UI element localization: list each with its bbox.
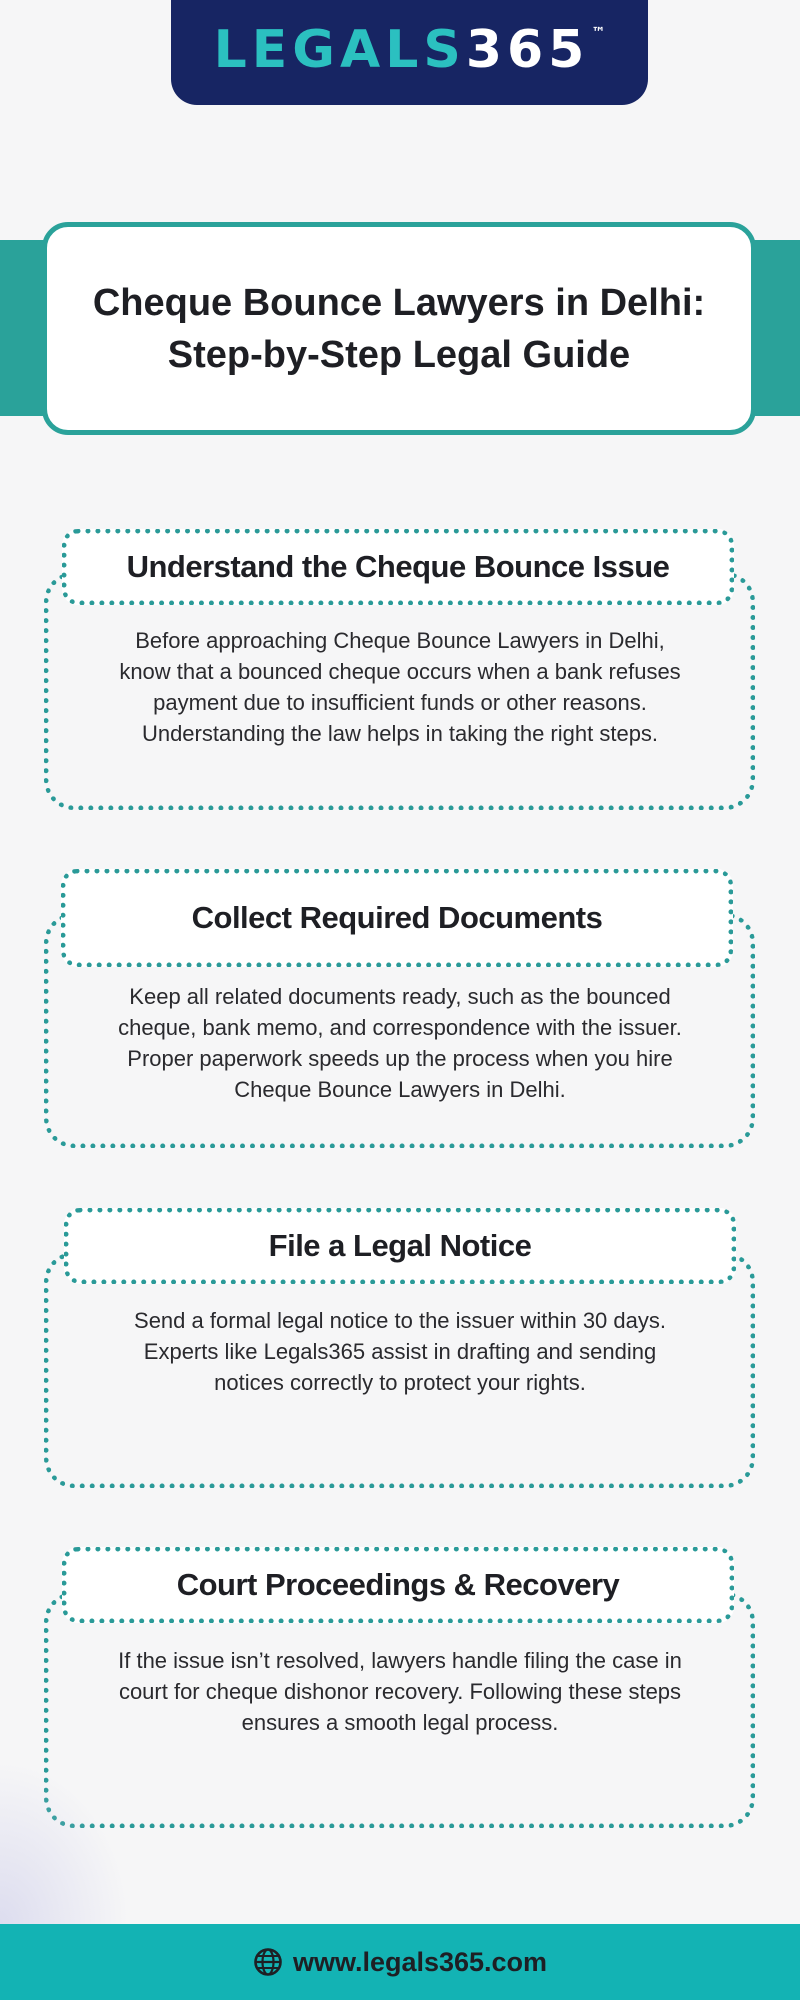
step-heading: Court Proceedings & Recovery [176,1567,620,1602]
step-heading-box-3 [64,1208,736,1284]
step-description: Keep all related documents ready, such as the bounced cheque, bank memo, and correspondence with the issuer. Proper paperwork speeds up the process when you hire Cheque Bounce Lawyers in Delhi. [118,984,682,1102]
step-heading-box-1 [62,529,734,605]
step-description: Send a formal legal notice to the issuer within 30 days. Experts like Legals365 assist in drafting and sending notices correctly to protect your rights. [134,1308,666,1395]
step-description: If the issue isn’t resolved, lawyers handle filing the case in court for cheque dishonor recovery. Following these steps ensures a smooth legal process. [118,1648,682,1735]
decorative-gradient [0,1760,130,1924]
step-heading-box-4 [62,1547,734,1623]
logo-wordmark [213,19,606,80]
trademark-symbol: ™ [591,24,606,41]
step-heading: Understand the Cheque Bounce Issue [126,549,670,584]
logo-text-part1: LEGALS [213,19,466,80]
logo-text-part2: 365 [465,19,590,80]
step-heading: File a Legal Notice [268,1228,532,1263]
title-card [42,222,756,435]
logo [171,0,648,105]
footer [0,1924,800,2000]
step-heading: Collect Required Documents [191,900,603,935]
step-heading-box-2 [61,869,733,967]
page-title: Cheque Bounce Lawyers in Delhi: Step-by-Step Legal Guide [92,281,706,376]
globe-icon [253,1947,283,1977]
website-link[interactable]: www.legals365.com [292,1946,548,1977]
step-description: Before approaching Cheque Bounce Lawyers in Delhi, know that a bounced cheque occurs when a bank refuses payment due to insufficient funds or other reasons. Understanding the law helps in taking the right steps. [119,628,681,746]
